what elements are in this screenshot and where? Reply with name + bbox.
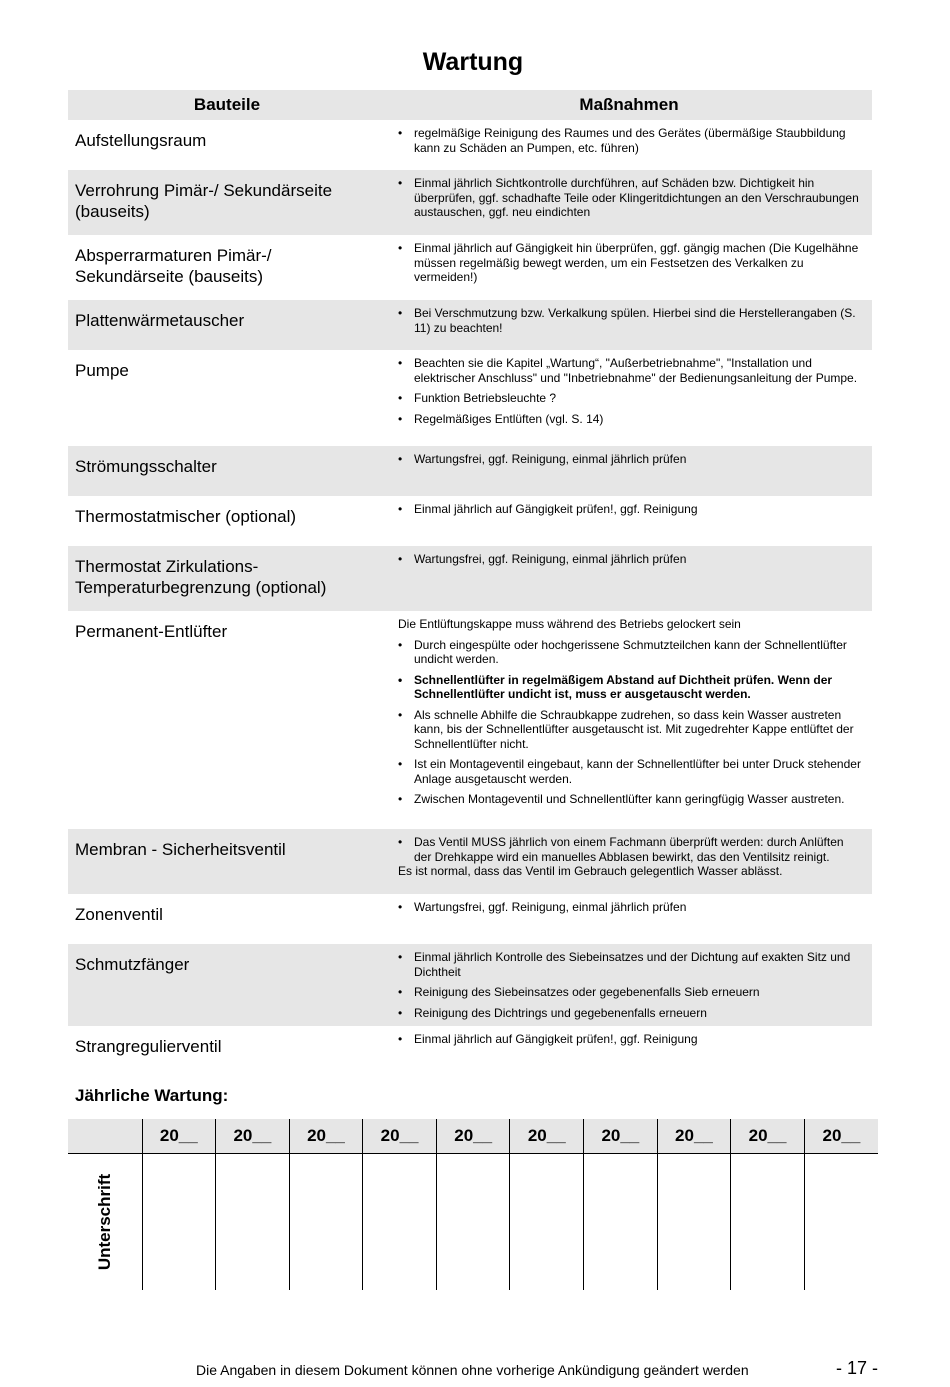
measures-cell (386, 235, 872, 300)
part-cell (68, 350, 386, 446)
part-cell (68, 546, 386, 611)
measures-cell (386, 496, 872, 546)
signature-cell[interactable] (584, 1154, 658, 1291)
year-header: 20__ (804, 1119, 878, 1154)
measure-item: • Durch eingespülte oder hochgerissene Schmutzteilchen kann der Schnellentlüfter undicht werden. (398, 638, 862, 667)
table-row (68, 120, 872, 170)
table-row (68, 611, 872, 829)
part-name: Strömungsschalter (75, 457, 217, 476)
footer-disclaimer: Die Angaben in diesem Dokument können ohne vorherige Ankündigung geändert werden (196, 1362, 749, 1378)
measure-item: • regelmäßige Reinigung des Raumes und des Gerätes (übermäßige Staubbildung kann zu Schäden an Pumpen, etc. führen) (398, 126, 862, 155)
measure-item: • Zwischen Montageventil und Schnellentlüfter kann geringfügig Wasser austreten. (398, 792, 862, 807)
measure-item: • Einmal jährlich auf Gängigkeit prüfen!, ggf. Reinigung (398, 1032, 862, 1047)
measure-item: • Ist ein Montageventil eingebaut, kann der Schnellentlüfter bei unter Druck stehender Anlage ausgetauscht werden. (398, 757, 862, 786)
header-parts: Bauteile (68, 90, 386, 120)
signature-cell[interactable] (363, 1154, 437, 1291)
measure-note: Die Entlüftungskappe muss während des Betriebs gelockert sein (398, 617, 741, 631)
measure-list (398, 502, 862, 517)
part-cell (68, 446, 386, 496)
part-cell (68, 496, 386, 546)
year-header: 20__ (289, 1119, 363, 1154)
signature-cell[interactable] (804, 1154, 878, 1291)
part-name: Strangregulierventil (75, 1037, 222, 1056)
measure-item: • Einmal jährlich auf Gängigkeit hin überprüfen, ggf. gängig machen (Die Kugelhähne müssen regelmäßig bewegt werden, um ein Festsetzen des Verkalken zu vermeiden!) (398, 241, 862, 285)
measures-cell (386, 170, 872, 235)
measure-item: • Als schnelle Abhilfe die Schraubkappe zudrehen, so dass kein Wasser austreten kann, bis der Schnellentlüfter ausgetauscht ist. Mit zugedrehter Kappe entlüftet der Schnellentlüfter nicht. (398, 708, 862, 752)
signature-label-cell (68, 1154, 142, 1291)
part-cell (68, 170, 386, 235)
measures-cell (386, 829, 872, 894)
part-name: Thermostatmischer (optional) (75, 507, 297, 526)
part-cell (68, 611, 386, 829)
maintenance-table (68, 90, 872, 1071)
measure-item: • Funktion Betriebsleuchte ? (398, 391, 862, 406)
measure-item: • Wartungsfrei, ggf. Reinigung, einmal jährlich prüfen (398, 452, 862, 467)
annual-maintenance-title: Jährliche Wartung: (75, 1086, 229, 1105)
year-header: 20__ (142, 1119, 216, 1154)
measures-cell (386, 350, 872, 446)
year-header: 20__ (510, 1119, 584, 1154)
measure-list (398, 176, 862, 220)
signature-cell[interactable] (657, 1154, 731, 1291)
signature-row (68, 1154, 878, 1291)
measure-item: • Beachten sie die Kapitel „Wartung“, "Außerbetriebnahme", "Installation und elektrischer Anschluss" und "Inbetriebnahme" der Bedienungsanleitung der Pumpe. (398, 356, 862, 385)
part-cell (68, 829, 386, 894)
measure-item: • Regelmäßiges Entlüften (vgl. S. 14) (398, 412, 862, 427)
measure-list (398, 356, 862, 426)
measure-list (398, 552, 862, 567)
measure-item: • Wartungsfrei, ggf. Reinigung, einmal jährlich prüfen (398, 552, 862, 567)
measure-list (398, 306, 862, 335)
year-header: 20__ (731, 1119, 805, 1154)
part-name: Absperrarmaturen Pimär-/ Sekundärseite (bauseits) (75, 246, 272, 286)
measure-item: • Wartungsfrei, ggf. Reinigung, einmal jährlich prüfen (398, 900, 862, 915)
measure-item: • Das Ventil MUSS jährlich von einem Fachmann überprüft werden: durch Anlüften der Drehkappe wird ein manuelles Abblasen bewirkt, das den Ventilsitz reinigt. (398, 835, 862, 864)
measure-item: • Einmal jährlich auf Gängigkeit prüfen!, ggf. Reinigung (398, 502, 862, 517)
measures-cell (386, 120, 872, 170)
signature-cell[interactable] (731, 1154, 805, 1291)
part-name: Plattenwärmetauscher (75, 311, 245, 330)
part-name: Zonenventil (75, 905, 163, 924)
signature-label: Unterschrift (94, 1173, 114, 1271)
part-cell (68, 894, 386, 944)
measure-item: • Schnellentlüfter in regelmäßigem Abstand auf Dichtheit prüfen. Wenn der Schnellentlüfter undicht ist, muss er ausgetauscht werden. (398, 673, 862, 702)
part-cell (68, 120, 386, 170)
table-row (68, 235, 872, 300)
measure-item: • Einmal jährlich Sichtkontrolle durchführen, auf Schäden bzw. Dichtigkeit hin überprüfen, ggf. schadhafte Teile oder Klingeritdichtungen an den Verschraubungen austauschen, ggf. neu eindichten (398, 176, 862, 220)
measures-cell (386, 1026, 872, 1071)
signature-cell[interactable] (142, 1154, 216, 1291)
part-name: Schmutzfänger (75, 955, 190, 974)
signature-table (68, 1119, 878, 1290)
year-header: 20__ (363, 1119, 437, 1154)
part-name: Pumpe (75, 361, 129, 380)
measure-list (398, 835, 862, 864)
part-cell (68, 300, 386, 350)
measures-cell (386, 944, 872, 1026)
year-header: 20__ (584, 1119, 658, 1154)
measure-item: • Reinigung des Siebeinsatzes oder gegebenenfalls Sieb erneuern (398, 985, 862, 1000)
measure-list (398, 1032, 862, 1047)
part-cell (68, 1026, 386, 1071)
part-cell (68, 235, 386, 300)
measure-list (398, 241, 862, 285)
year-header-blank (68, 1119, 142, 1154)
table-row (68, 546, 872, 611)
table-row (68, 300, 872, 350)
year-header: 20__ (436, 1119, 510, 1154)
table-header-row (68, 90, 872, 120)
header-measures: Maßnahmen (386, 90, 872, 120)
table-row (68, 944, 872, 1026)
page-number: - 17 - (836, 1358, 879, 1378)
table-row (68, 894, 872, 944)
measure-item: • Reinigung des Dichtrings und gegebenenfalls erneuern (398, 1006, 862, 1021)
measure-list (398, 638, 862, 807)
part-name: Verrohrung Pimär-/ Sekundärseite (bauseits) (75, 181, 333, 221)
year-header: 20__ (216, 1119, 290, 1154)
measure-item: • Einmal jährlich Kontrolle des Siebeinsatzes und der Dichtung auf exakten Sitz und Dichtheit (398, 950, 862, 979)
measure-list (398, 950, 862, 1020)
measure-list (398, 452, 862, 467)
table-row (68, 170, 872, 235)
year-header-row (68, 1119, 878, 1154)
table-row (68, 350, 872, 446)
signature-cell[interactable] (436, 1154, 510, 1291)
part-name: Thermostat Zirkulations-Temperaturbegrenzung (optional) (75, 557, 327, 597)
part-name: Permanent-Entlüfter (75, 622, 228, 641)
measures-cell (386, 446, 872, 496)
maintenance-rows (68, 120, 872, 1071)
table-row (68, 1026, 872, 1071)
measure-list (398, 126, 862, 155)
signature-cell[interactable] (216, 1154, 290, 1291)
measures-cell (386, 894, 872, 944)
part-name: Membran - Sicherheitsventil (75, 840, 286, 859)
measures-cell (386, 300, 872, 350)
table-row (68, 829, 872, 894)
measure-list (398, 900, 862, 915)
table-row (68, 446, 872, 496)
measures-cell (386, 546, 872, 611)
page-title: Wartung (422, 48, 524, 76)
table-row (68, 496, 872, 546)
part-cell (68, 944, 386, 1026)
measure-item: • Bei Verschmutzung bzw. Verkalkung spülen. Hierbei sind die Herstellerangaben (S. 11) zu beachten! (398, 306, 862, 335)
year-header: 20__ (657, 1119, 731, 1154)
signature-cell[interactable] (289, 1154, 363, 1291)
measures-cell (386, 611, 872, 829)
measure-note: Es ist normal, dass das Ventil im Gebrauch gelegentlich Wasser ablässt. (398, 864, 783, 878)
signature-cell[interactable] (510, 1154, 584, 1291)
part-name: Aufstellungsraum (75, 131, 207, 150)
